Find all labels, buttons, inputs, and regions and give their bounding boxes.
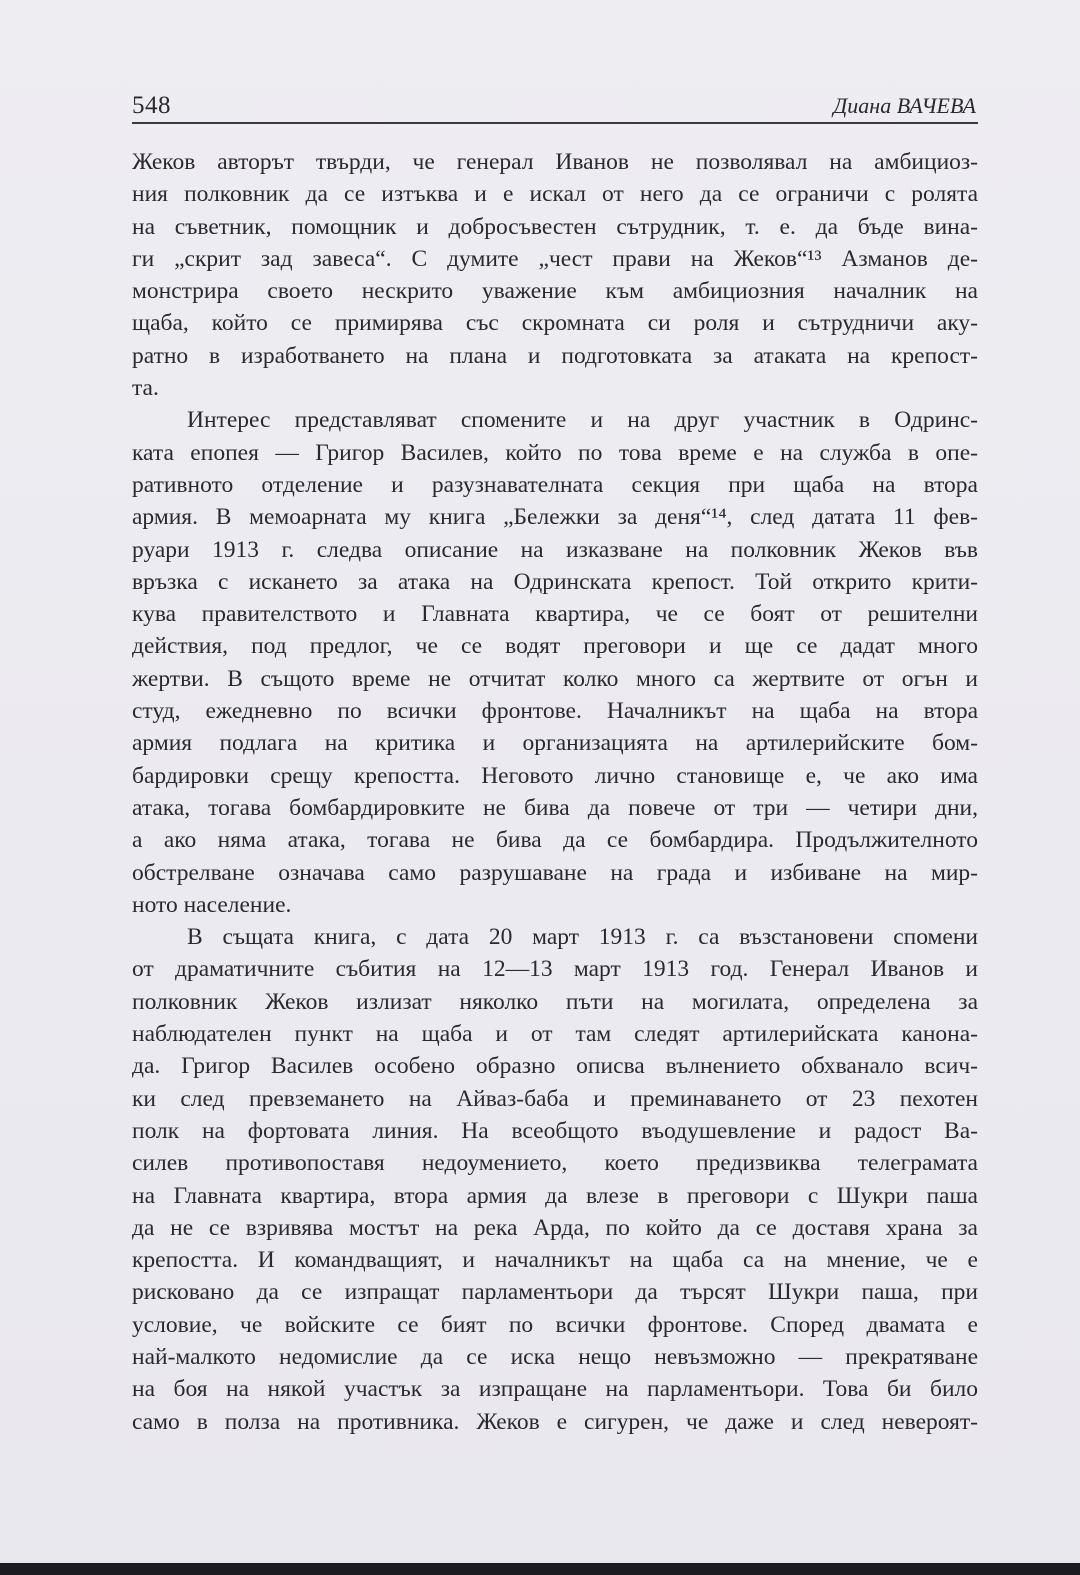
text-line: условие, че войските се бият по всички фронтове. Според двамата е: [132, 1311, 978, 1338]
text-line: щаба, който се примирява със скромната си роля и сътрудничи аку-: [132, 310, 978, 337]
text-line: армия. В мемоарната му книга „Бележки за деня“¹⁴, след датата 11 фев-: [132, 504, 978, 531]
text-line: да не се взривява мостът на река Арда, по който да се доставя храна за: [132, 1214, 978, 1241]
text-line: руари 1913 г. следва описание на изказване на полковник Жеков във: [132, 536, 978, 563]
text-line: монстрира своето нескрито уважение към амбициозния началник на: [132, 278, 978, 305]
paragraph: [132, 921, 978, 1438]
text-line: кува правителството и Главната квартира, че се боят от решителни: [132, 601, 978, 628]
running-head: [132, 88, 978, 124]
text-line: ното население.: [132, 891, 292, 918]
text-line: та.: [132, 375, 159, 402]
text-line: крепостта. И командващият, и началникът на щаба са на мнение, че е: [132, 1247, 978, 1274]
text-line: Жеков авторът твърди, че генерал Иванов не позволявал на амбициоз-: [132, 149, 978, 175]
text-line: на съветник, помощник и добросъвестен сътрудник, т. е. да бъде вина-: [132, 213, 978, 240]
page-number: 548: [132, 92, 171, 119]
text-line: Интерес представляват спомените и на друг участник в Одринс-: [187, 407, 978, 434]
text-line: полковник Жеков излизат няколко пъти на могилата, определена за: [132, 988, 978, 1015]
text-line: ки след превземането на Айваз-баба и преминаването от 23 пехотен: [132, 1085, 978, 1112]
text-line: само в полза на противника. Жеков е сигурен, че даже и след невероят-: [132, 1408, 978, 1435]
text-line: действия, под предлог, че се водят преговори и ще се дадат много: [132, 633, 978, 660]
text-line: бардировки срещу крепостта. Неговото лично становище е, че ако има: [132, 762, 978, 789]
text-line: най-малкото недомислие да се иска нещо невъзможно — прекратяване: [132, 1343, 978, 1370]
text-line: на боя на някой участък за изпращане на парламентьори. Това би било: [132, 1376, 978, 1403]
scan-edge: [0, 1563, 1080, 1575]
body-text: [132, 146, 978, 1438]
text-line: обстрелване означава само разрушаване на града и избиване на мир-: [132, 859, 978, 886]
text-line: ката епопея — Григор Василев, който по това време е на служба в опе-: [132, 439, 978, 466]
text-line: ративното отделение и разузнавателната секция при щаба на втора: [132, 471, 978, 498]
paragraph: [132, 404, 978, 921]
text-line: а ако няма атака, тогава не бива да се бомбардира. Продължителното: [132, 827, 978, 854]
text-line: жертви. В същото време не отчитат колко много са жертвите от огън и: [132, 665, 978, 692]
text-line: студ, ежедневно по всички фронтове. Началникът на щаба на втора: [132, 698, 978, 725]
text-line: атака, тогава бомбардировките не бива да повече от три — четири дни,: [132, 794, 978, 821]
text-line: от драматичните събития на 12—13 март 1913 год. Генерал Иванов и: [132, 956, 978, 983]
text-line: ги „скрит зад завеса“. С думите „чест прави на Жеков“¹³ Азманов де-: [132, 245, 978, 272]
text-line: армия подлага на критика и организацията на артилерийските бом-: [132, 730, 978, 757]
text-line: връзка с искането за атака на Одринската крепост. Той открито крити-: [132, 568, 978, 595]
text-line: силев противопоставя недоумението, което предизвиква телеграмата: [132, 1150, 978, 1177]
text-line: В същата книга, с дата 20 март 1913 г. са възстановени спомени: [187, 924, 978, 951]
text-line: на Главната квартира, втора армия да влезе в преговори с Шукри паша: [132, 1182, 978, 1209]
text-line: рисковано да се изпращат парламентьори да търсят Шукри паша, при: [132, 1279, 978, 1306]
text-line: полк на фортовата линия. На всеобщото въодушевление и радост Ва-: [132, 1117, 978, 1144]
paragraph: [132, 146, 978, 404]
text-line: ратно в изработването на плана и подготовката за атаката на крепост-: [132, 342, 978, 369]
author-name: Диана ВАЧЕВА: [833, 93, 976, 118]
text-line: да. Григор Василев особено образно описва вълнението обхванало всич-: [132, 1053, 978, 1080]
text-line: наблюдателен пункт на щаба и от там следят артилерийската канона-: [132, 1021, 978, 1048]
text-line: ния полковник да се изтъква и е искал от него да се ограничи с ролята: [132, 181, 978, 208]
